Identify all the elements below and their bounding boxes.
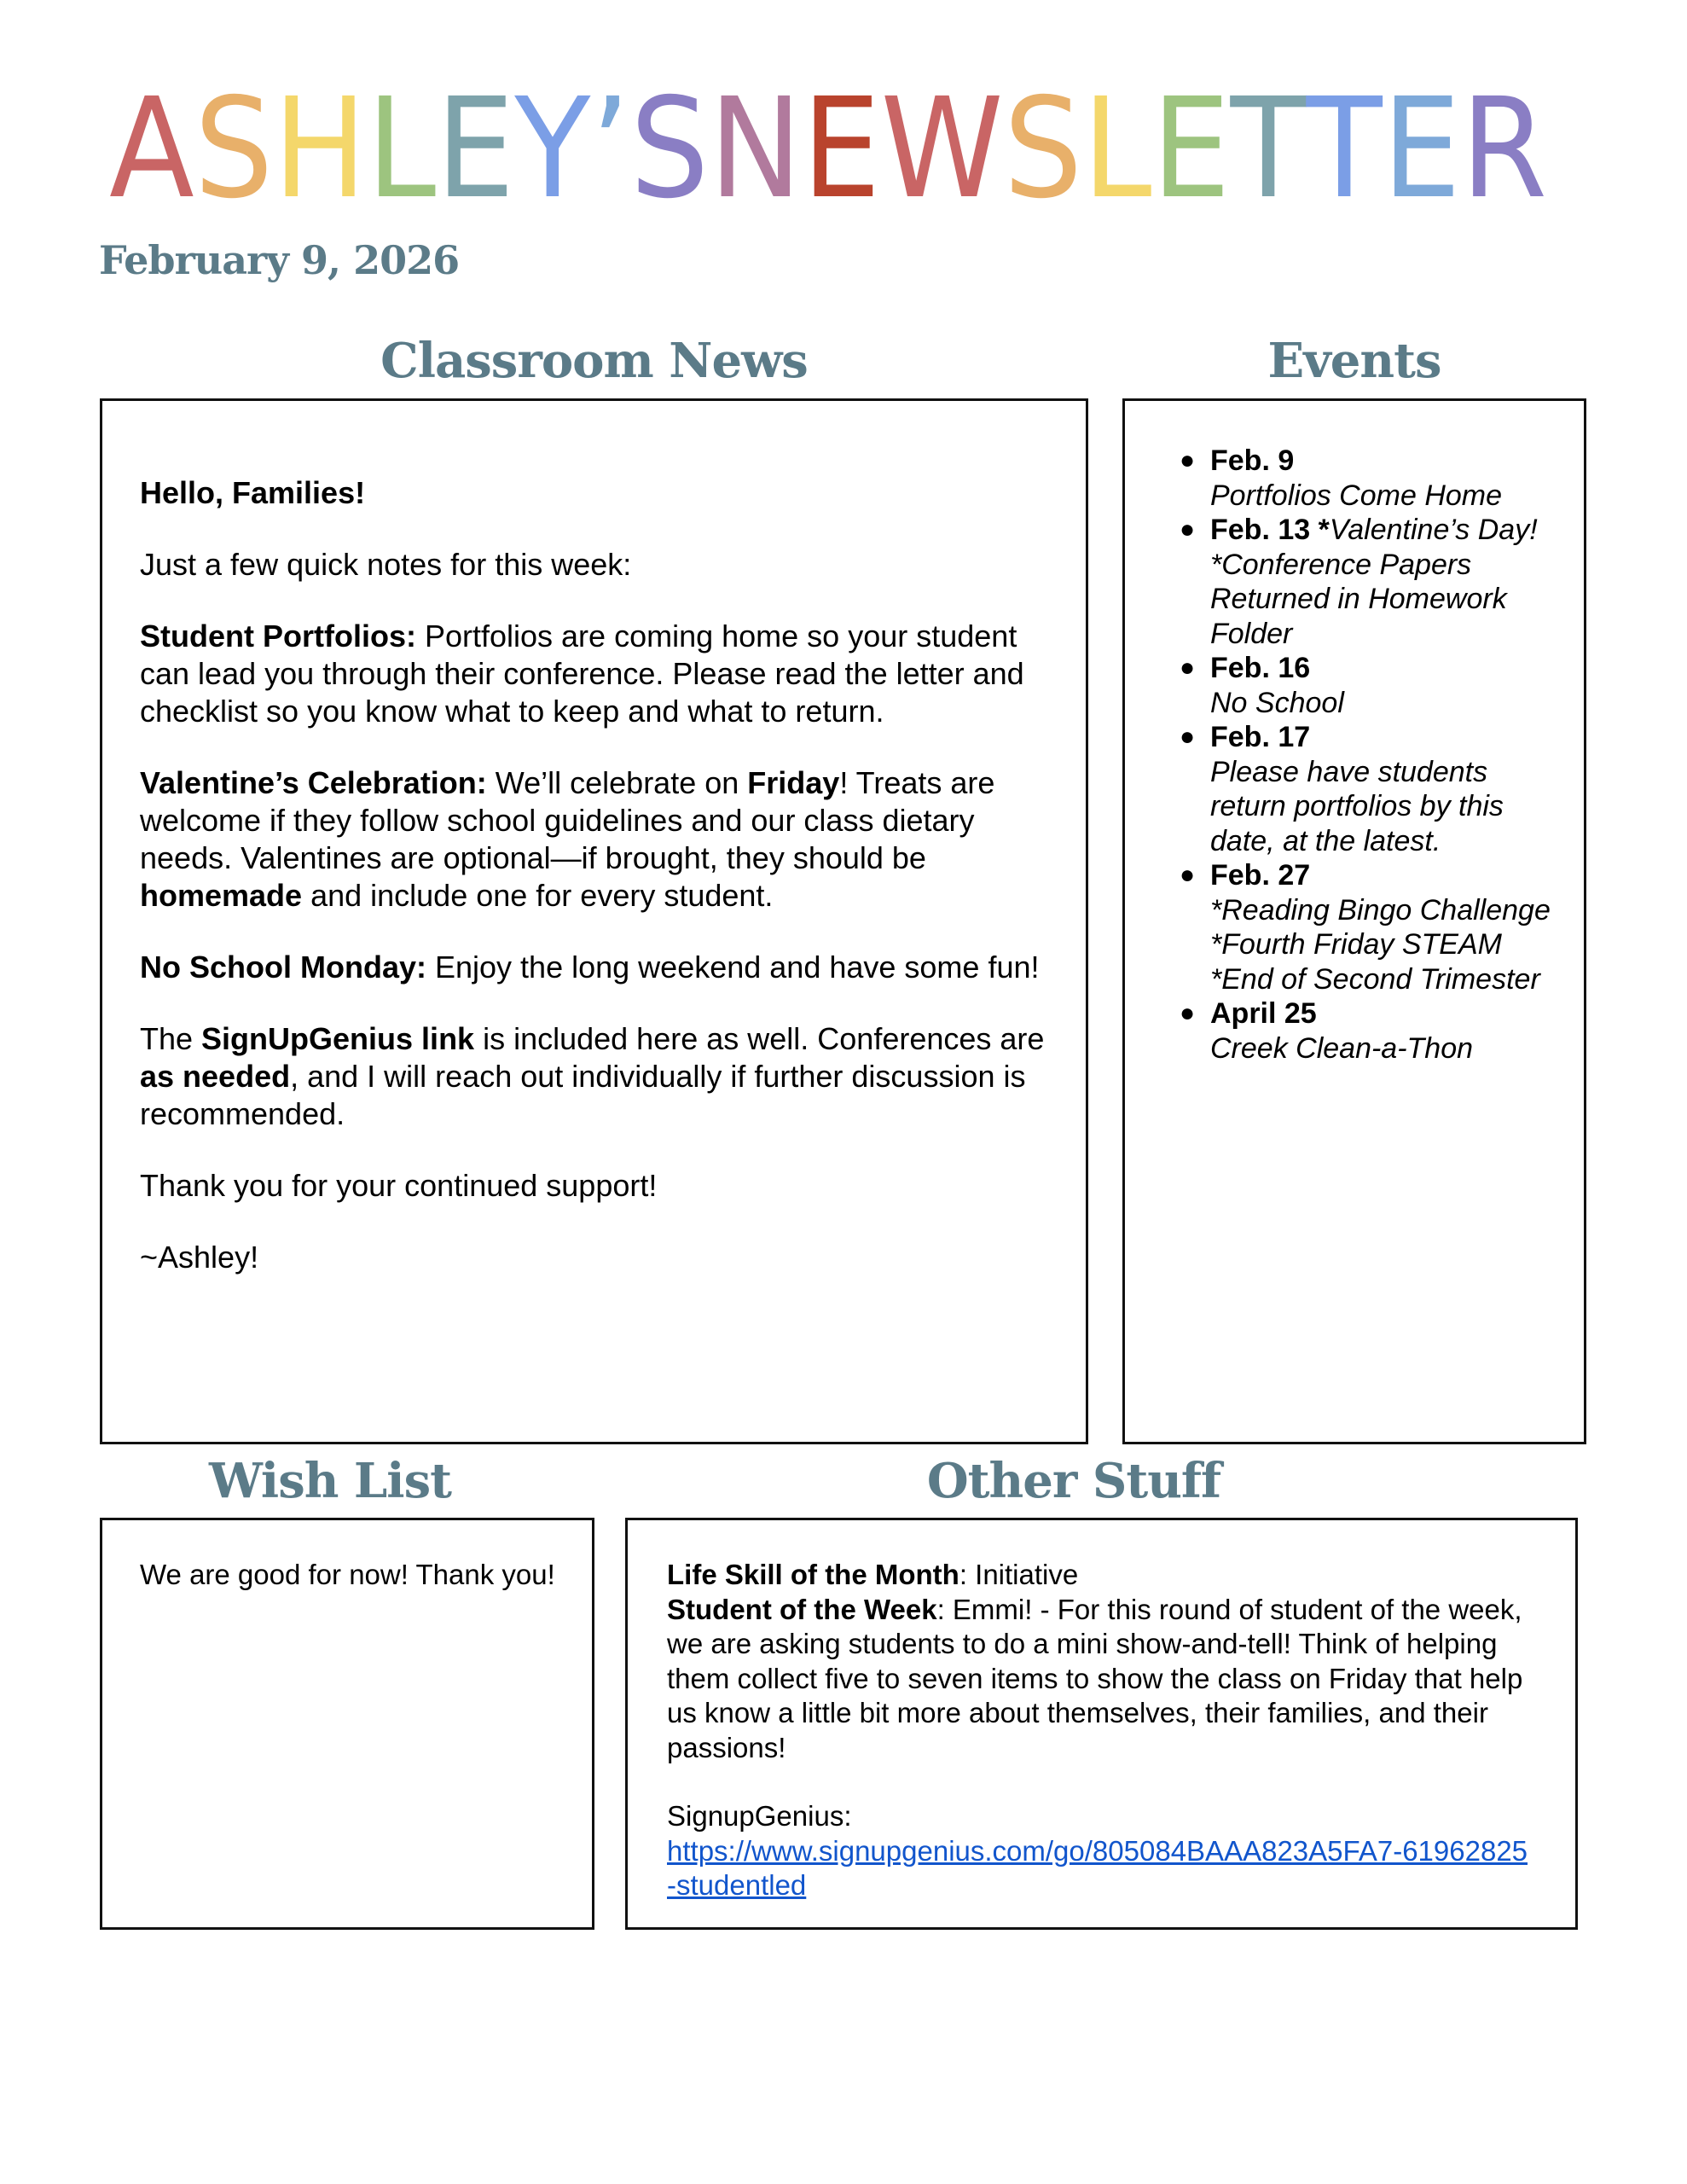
title-letter: T — [1306, 69, 1383, 229]
event-date: Feb. 27 — [1210, 859, 1311, 892]
no-school-paragraph: No School Monday: Enjoy the long weekend and have some fun! — [140, 950, 1040, 985]
bullet-icon: ● — [1180, 861, 1196, 889]
signup-label: SignupGenius: — [667, 1800, 852, 1832]
title-letter: N — [709, 69, 803, 229]
intro: Just a few quick notes for this week: — [140, 547, 632, 582]
bullet-icon: ● — [1180, 999, 1196, 1027]
title-letter: L — [1082, 69, 1152, 229]
event-description: Valentine’s Day! *Conference Papers Returned in Homework Folder — [1210, 514, 1538, 650]
wish-list-heading: Wish List — [209, 1453, 451, 1509]
event-date: Feb. 13 * — [1210, 514, 1330, 546]
title-letter: ’ — [590, 69, 630, 229]
title-letter: W — [880, 69, 1004, 229]
wish-list-text: We are good for now! Thank you! — [140, 1559, 555, 1590]
title-letter: A — [109, 69, 194, 229]
wish-list-box — [100, 1518, 594, 1930]
event-item — [1125, 651, 1558, 720]
event-item — [1125, 444, 1558, 513]
other-stuff-heading: Other Stuff — [926, 1453, 1221, 1509]
event-date: Feb. 17 — [1210, 721, 1311, 753]
events-box — [1122, 398, 1586, 1444]
greeting: Hello, Families! — [140, 475, 366, 510]
classroom-news-heading: Classroom News — [380, 333, 808, 389]
title-letter: H — [273, 69, 367, 229]
event-item — [1125, 720, 1558, 858]
title-letter: E — [1151, 69, 1231, 229]
title-letter: R — [1460, 69, 1548, 229]
event-description: *End of Second Trimester — [1210, 962, 1540, 996]
signature: ~Ashley! — [140, 1240, 259, 1275]
bullet-icon: ● — [1180, 446, 1196, 474]
event-item — [1125, 858, 1558, 996]
title-letter: T — [1230, 69, 1307, 229]
event-date: Feb. 16 — [1210, 652, 1311, 684]
title-letter: L — [366, 69, 437, 229]
events-heading: Events — [1267, 333, 1441, 389]
event-description: Portfolios Come Home — [1210, 479, 1503, 512]
title-letter: E — [802, 69, 881, 229]
title-letter: E — [1382, 69, 1461, 229]
event-description: *Reading Bingo Challenge — [1210, 893, 1551, 926]
events-list — [1125, 444, 1558, 1066]
life-skill-line: Life Skill of the Month: Initiative — [667, 1559, 1079, 1590]
title-letter: S — [194, 69, 274, 229]
bullet-icon: ● — [1180, 723, 1196, 751]
event-description: Please have students return portfolios by this date, at the latest. — [1210, 755, 1504, 857]
classroom-news-box — [100, 398, 1088, 1444]
signup-genius-link[interactable]: https://www.signupgenius.com/go/805084BAAA823A5FA7-61962825-studentled — [667, 1834, 1528, 1901]
newsletter-title — [109, 69, 1548, 229]
event-item — [1125, 996, 1558, 1066]
thanks: Thank you for your continued support! — [140, 1168, 658, 1203]
event-description: Creek Clean-a-Thon — [1210, 1031, 1474, 1065]
title-letter: S — [1003, 69, 1083, 229]
event-item — [1125, 513, 1558, 651]
title-letter: E — [436, 69, 515, 229]
event-description: *Fourth Friday STEAM — [1210, 928, 1502, 961]
portfolios-paragraph: Student Portfolios: Portfolios are coming home so your student can lead you through their conference. Please read the letter and checklist so you know what to keep and what to return. — [140, 619, 1024, 729]
title-letter: S — [629, 69, 710, 229]
valentine-paragraph: Valentine’s Celebration: We’ll celebrate on Friday! Treats are welcome if they follow school guidelines and our class dietary needs. Valentines are optional—if brought, they should be homemade and include one for every student. — [140, 765, 995, 913]
other-stuff-box — [625, 1518, 1578, 1930]
signup-paragraph: The SignUpGenius link is included here as well. Conferences are as needed, and I will reach out individually if further discussion is recommended. — [140, 1021, 1045, 1131]
bullet-icon: ● — [1180, 653, 1196, 682]
event-description: No School — [1210, 686, 1344, 719]
title-letter: Y — [514, 69, 591, 229]
event-date: April 25 — [1210, 997, 1317, 1030]
event-date: Feb. 9 — [1210, 444, 1295, 477]
bullet-icon: ● — [1180, 515, 1196, 543]
student-of-week: Student of the Week: Emmi! - For this round of student of the week, we are asking students to do a mini show-and-tell! Think of helping them collect five to seven items to show the class on Friday that help us know a little bit more about themselves, their families, and their passions! — [667, 1593, 1523, 1763]
newsletter-date: February 9, 2026 — [99, 237, 460, 283]
